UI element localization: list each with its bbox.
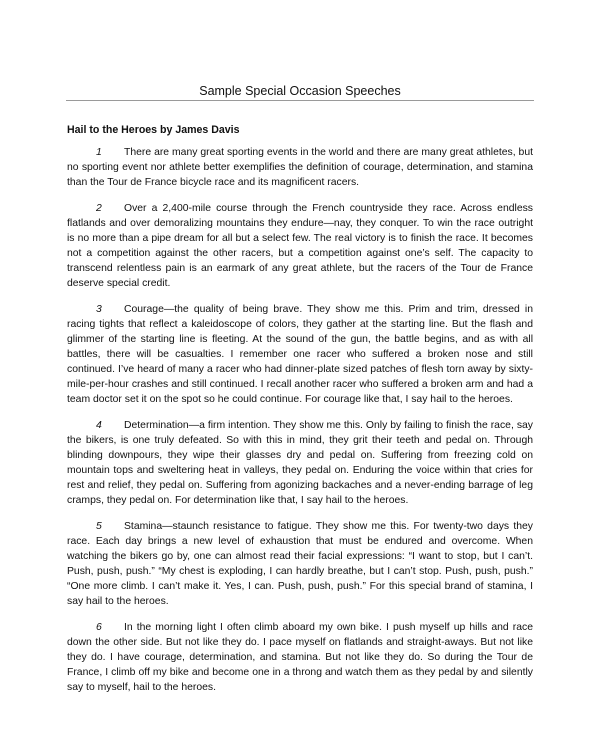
paragraph-text: Determination—a firm intention. They show me this. Only by failing to finish the race, say the bikers, is one truly defeated. So with this in mind, they grit their teeth and pedal on. Through blinding downpours, they wipe their glasses dry and pedal on. Suffering from freezing cold on mountain tops and sweltering heat in valleys, they pedal on. Enduring the voice within that cries for rest and relief, they pedal on. Suffering from agonizing backaches and a never-ending barrage of leg cramps, they pedal on. For determination like that, I say hail to the heroes. [67,420,533,506]
paragraph-number: 2 [96,203,102,214]
document-title: Sample Special Occasion Speeches [199,84,401,98]
paragraph-number: 1 [96,147,102,158]
paragraph-1 [67,145,533,190]
paragraph-text: Courage—the quality of being brave. They show me this. Prim and trim, dressed in racing tights that reflect a kaleidoscope of colors, they gather at the starting line. But the flash and glimmer of the starting line is fleeting. At the sound of the gun, the battle begins, and as with all battles, there will be casualties. I remember one racer who suffered a broken nose and still continued. I’ve heard of many a racer who had dinner-plate sized patches of flesh torn away by sixty-mile-per-hour crashes and still continued. I recall another racer who suffered a broken arm and had a team doctor set it on the spot so he could continue. For courage like that, I say hail to the heroes. [67,304,533,405]
paragraph-text: Stamina—staunch resistance to fatigue. They show me this. For twenty-two days they race. Each day brings a new level of exhaustion that must be endured and overcome. When watching the bikers go by, one can almost read their facial expressions: “I want to stop, but I can’t. Push, push, push.” “My chest is exploding, I can hardly breathe, but I can’t stop. Push, push, push.” “One more climb. I can’t make it. Yes, I can. Push, push, push.” For this special brand of stamina, I say hail to the heroes. [67,521,533,607]
paragraph-4 [67,418,533,508]
speech-heading: Hail to the Heroes by James Davis [67,124,240,136]
paragraph-text: In the morning light I often climb aboard my own bike. I push myself up hills and race down the other side. But not like they do. I pace myself on flatlands and straight-aways. But not like they do. I have courage, determination, and stamina. But not like they do. So during the Tour de France, I climb off my bike and become one in a throng and watch them as they pedal by and silently say to myself, hail to the heroes. [67,622,533,693]
title-divider [66,100,534,101]
paragraph-number: 5 [96,521,102,532]
paragraph-text: There are many great sporting events in the world and there are many great athletes, but no sporting event nor athlete better exemplifies the definition of courage, determination, and stamina than the Tour de France bicycle race and its magnificent racers. [67,147,533,188]
paragraph-2 [67,201,533,291]
speech-body [67,145,533,706]
paragraph-3 [67,302,533,407]
paragraph-number: 4 [96,420,102,431]
paragraph-6 [67,620,533,695]
paragraph-number: 6 [96,622,102,633]
paragraph-number: 3 [96,304,102,315]
paragraph-5 [67,519,533,609]
paragraph-text: Over a 2,400-mile course through the French countryside they race. Across endless flatlands and over demoralizing mountains they endure—nay, they conquer. To win the race outright is no more than a pipe dream for all but a select few. The real victory is to finish the race. It becomes not a competition against the other racers, but a competition against one’s self. The capacity to transcend relentless pain is an earmark of any great athlete, but the racers of the Tour de France deserve special credit. [67,203,533,289]
